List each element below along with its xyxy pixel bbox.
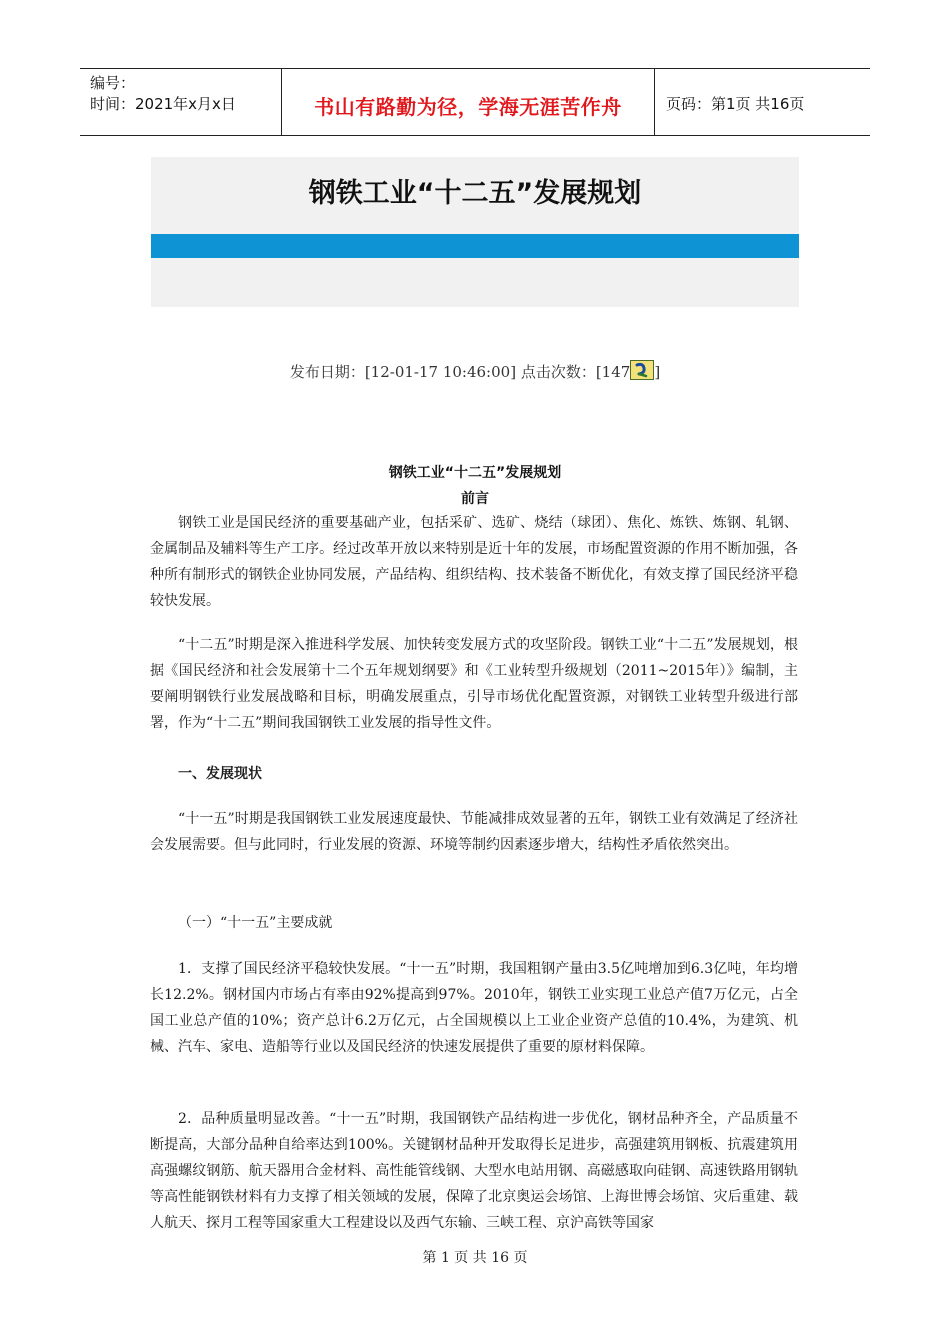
paragraph-achievement-1: 1．支撑了国民经济平稳较快发展。“十一五”时期，我国粗钢产量由3.5亿吨增加到6.3亿吨，年均增长12.2%。钢材国内市场占有率由92%提高到97%。2010年，钢铁工业实现工业总产值7万亿元，占全国工业总产值的10%；资产总计6.2万亿元，占全国规模以上工业企业资产总值的10.4%，为建筑、机械、汽车、家电、造船等行业以及国民经济的快速发展提供了重要的原材料保障。 xyxy=(150,961,798,1055)
title-banner xyxy=(151,157,799,307)
document-id-label: 编号： xyxy=(90,74,136,92)
counter-icon xyxy=(630,360,654,380)
banner-blue-bar xyxy=(151,234,799,258)
paragraph-achievement-2: 2．品种质量明显改善。“十一五”时期，我国钢铁产品结构进一步优化，钢材品种齐全，产品质量不断提高，大部分品种自给率达到100%。关键钢材品种开发取得长足进步，高强建筑用钢板、抗震建筑用高强螺纹钢筋、航天器用合金材料、高性能管线钢、大型水电站用钢、高磁感取向硅钢、高速铁路用钢轨等高性能钢铁材料有力支撑了相关领域的发展，保障了北京奥运会场馆、上海世博会场馆、灾后重建、载人航天、探月工程等国家重大工程建设以及西气东输、三峡工程、京沪高铁等国家 xyxy=(150,1111,798,1231)
paragraph-plan: “十二五”时期是深入推进科学发展、加快转变发展方式的攻坚阶段。钢铁工业“十二五”发展规划，根据《国民经济和社会发展第十二个五年规划纲要》和《工业转型升级规划（2011~2015年）》编制，主要阐明钢铁行业发展战略和目标，明确发展重点，引导市场优化配置资源，对钢铁工业转型升级进行部署，作为“十二五”期间我国钢铁工业发展的指导性文件。 xyxy=(150,637,798,731)
preface-heading: 前言 xyxy=(461,491,489,507)
header-info xyxy=(90,73,236,115)
paragraph-status: “十一五”时期是我国钢铁工业发展速度最快、节能减排成效显著的五年，钢铁工业有效满足了经济社会发展需要。但与此同时，行业发展的资源、环境等制约因素逐步增大，结构性矛盾依然突出。 xyxy=(150,811,798,853)
subsection-heading-achievements: （一）“十一五”主要成就 xyxy=(178,915,333,931)
publish-meta-suffix: ] xyxy=(654,363,661,381)
paragraph-intro: 钢铁工业是国民经济的重要基础产业，包括采矿、选矿、烧结（球团）、焦化、炼铁、炼钢、轧钢、金属制品及辅料等生产工序。经过改革开放以来特别是近十年的发展，市场配置资源的作用不断加强，各种所有制形式的钢铁企业协同发展，产品结构、组织结构、技术装备不断优化，有效支撑了国民经济平稳较快发展。 xyxy=(150,515,798,609)
content-title: 钢铁工业“十二五”发展规划 xyxy=(388,465,562,481)
section-heading-status: 一、发展现状 xyxy=(178,766,262,782)
document-date-label: 时间：2021年x月x日 xyxy=(90,95,236,113)
header-motto: 书山有路勤为径，学海无涯苦作舟 xyxy=(314,95,622,119)
page-footer: 第 1 页 共 16 页 xyxy=(422,1250,528,1266)
header-page-number: 页码：第1页 共16页 xyxy=(666,95,805,113)
header-table xyxy=(80,68,870,136)
header-divider xyxy=(654,69,655,135)
publish-meta-text: 发布日期：[12-01-17 10:46:00] 点击次数：[147 xyxy=(289,363,631,381)
banner-title: 钢铁工业“十二五”发展规划 xyxy=(308,178,642,209)
publish-meta xyxy=(0,360,950,382)
